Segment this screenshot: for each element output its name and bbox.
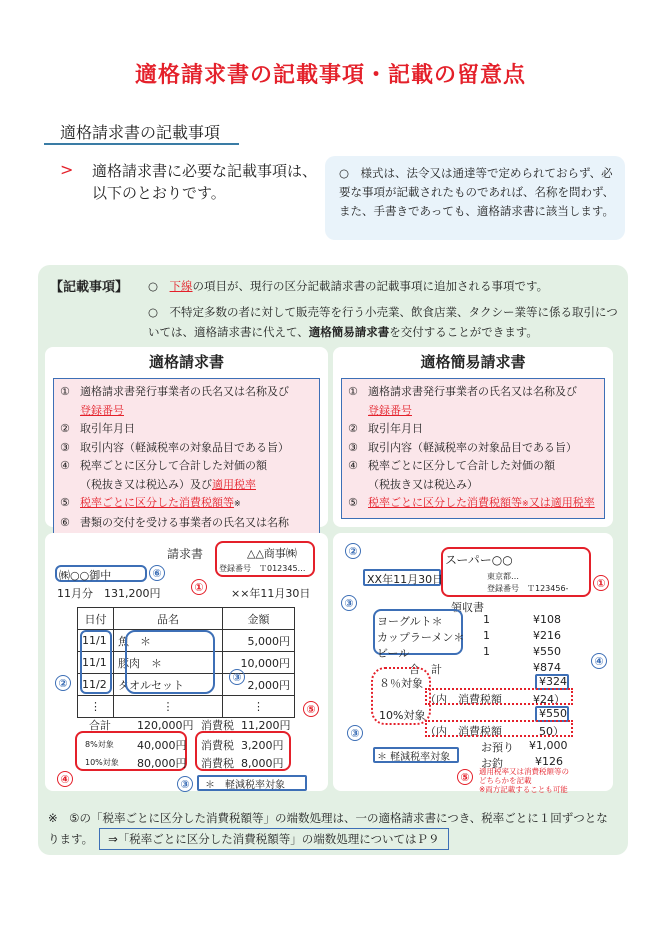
- simplified-invoice-card: [333, 347, 613, 527]
- rule-simplified-invoice: [148, 302, 618, 342]
- tax-total: 11,200円: [241, 719, 291, 732]
- intro-text: 適格請求書に必要な記載事項は、以下のとおりです。: [92, 162, 318, 202]
- total-amount: 120,000円: [137, 719, 194, 732]
- table-header-row: 日付 品名 金額: [78, 608, 295, 630]
- rule-underline-note: [148, 276, 548, 296]
- receipt-registration-number: 登録番号 Ｔ123456-: [487, 584, 569, 593]
- list-item: ② 取引年月日: [348, 422, 423, 435]
- sum-label: 合 計: [409, 663, 442, 676]
- receipt-sample: [333, 533, 613, 794]
- receipt-item-price: ¥216: [533, 629, 561, 642]
- receipt-date: XX年11月30日: [367, 573, 444, 586]
- rule2-text-a: ○ 不特定多数の者に対して販売等を行う小売業、飲食店業、タクシー業等に係る取引については、適格請求書に代えて、: [148, 305, 618, 339]
- receipt-item-name: ビール: [377, 647, 410, 660]
- invoice-items-list: [53, 378, 320, 537]
- paid-amount: ¥1,000: [529, 739, 568, 752]
- tax8-amount: 3,200円: [241, 739, 284, 752]
- receipt-item-name: ヨーグルト＊: [377, 615, 443, 628]
- rule2-text-b: を交付することができます。: [389, 325, 538, 339]
- change-label: お釣: [481, 757, 503, 770]
- receipt-item-qty: 1: [483, 645, 490, 658]
- receipt-reduced-legend: ＊ 軽減税率対象: [377, 752, 451, 763]
- marker-five: ⑤: [457, 769, 473, 785]
- simplified-items-list: [341, 378, 605, 519]
- list-item: ③ 取引内容（軽減税率の対象品目である旨）: [348, 440, 577, 454]
- marker-three: ③: [229, 669, 245, 685]
- list-item: 登録番号: [368, 403, 412, 417]
- tax8-label: 消費税: [201, 739, 234, 752]
- tax10-dotted-box: [425, 720, 573, 737]
- tax10-amount: 8,000円: [241, 757, 284, 770]
- section-divider: [44, 143, 239, 145]
- marker-three: ③: [347, 725, 363, 741]
- receipt-tax8-label: （内 消費税額: [425, 693, 502, 706]
- list-item: ③ 取引内容（軽減税率の対象品目である旨）: [60, 440, 289, 454]
- receipt-tax10-label: （内 消費税額: [425, 725, 502, 738]
- rule1-underlined: 下線: [169, 279, 193, 293]
- billing-period: 11月分 131,200円: [57, 587, 161, 600]
- list-item: ⑥ 書類の交付を受ける事業者の氏名又は名称: [60, 515, 289, 529]
- receipt-tax10: 50）: [539, 725, 564, 738]
- list-item: ④ 税率ごとに区分して合計した対価の額: [348, 459, 555, 472]
- list-item: ⑤ 税率ごとに区分した消費税額等※: [60, 496, 241, 509]
- receipt-item-price: ¥108: [533, 613, 561, 626]
- list-item: ① 適格請求書発行事業者の氏名又は名称及び: [348, 385, 577, 398]
- marker-one: ①: [593, 575, 609, 591]
- receipt-title: 領収書: [451, 601, 484, 614]
- invoice-title: 請求書: [167, 547, 204, 561]
- receipt-rate10-amount: ¥550: [539, 707, 567, 720]
- table-row: 11/1 魚 ＊ 5,000円: [78, 630, 295, 652]
- tax10-label: 消費税: [201, 757, 234, 770]
- rule1-rest: の項目が、現行の区分記載請求書の記載事項に追加される事項です。: [192, 279, 549, 293]
- tax-label: 消費税: [201, 719, 234, 732]
- footnote: [48, 808, 618, 850]
- marker-one: ①: [191, 579, 207, 595]
- invoice-card-title: 適格請求書: [148, 353, 224, 371]
- table-row: 11/1 豚肉 ＊ 10,000円: [78, 652, 295, 674]
- rate8-label: 8%対象: [85, 740, 114, 749]
- table-row: ⋮ ⋮ ⋮: [78, 696, 295, 718]
- store-name: スーパー○○: [445, 553, 513, 567]
- change-amount: ¥126: [535, 755, 563, 768]
- receipt-rate8-label: ８％対象: [379, 677, 423, 690]
- marker-three: ③: [341, 595, 357, 611]
- date-column-box: [80, 630, 112, 694]
- list-item: 登録番号: [80, 403, 124, 417]
- marker-three: ③: [177, 776, 193, 792]
- marker-four: ④: [57, 771, 73, 787]
- rate10-amount: 80,000円: [137, 757, 187, 770]
- rule2-bold: 適格簡易請求書: [308, 325, 390, 339]
- registration-number: 登録番号 Ｔ012345…: [219, 564, 306, 573]
- list-item: ① 適格請求書発行事業者の氏名又は名称及び: [60, 385, 289, 398]
- invoice-date: ××年11月30日: [231, 587, 311, 600]
- rule1-prefix: ○: [148, 279, 170, 293]
- invoice-sample: [45, 533, 328, 791]
- table-row: 11/2 タオルセット 2,000円: [78, 674, 295, 696]
- list-item: （税抜き又は税込み）: [368, 477, 478, 491]
- list-item: ② 取引年月日: [60, 422, 135, 435]
- chevron-right-icon: >: [60, 160, 74, 179]
- receipt-rate10-label: 10%対象: [379, 709, 426, 722]
- reduced-rate-legend: ＊ 軽減税率対象: [205, 780, 285, 791]
- items-label: 【記載事項】: [50, 280, 129, 295]
- section-heading: 適格請求書の記載事項: [60, 123, 221, 142]
- note-box: ○ 様式は、法令又は通達等で定められておらず、必要な事項が記載されたものであれば、名称を問わず、また、手書きであっても、適格請求書に該当します。: [325, 156, 625, 240]
- tax8-dotted-box: [425, 688, 573, 705]
- store-address: 東京都…: [487, 572, 519, 581]
- simplified-card-title: 適格簡易請求書: [420, 353, 526, 371]
- rate10-label: 10%対象: [85, 758, 119, 767]
- marker-five: ⑤: [303, 701, 319, 717]
- invoice-card: [45, 347, 328, 527]
- receipt-item-price: ¥550: [533, 645, 561, 658]
- receipt-tax8: ¥24）: [533, 693, 565, 706]
- issuer-name: △△商事㈱: [247, 547, 297, 560]
- list-item: ④ 税率ごとに区分して合計した対価の額: [60, 459, 267, 472]
- receipt-item-name: カップラーメン＊: [377, 631, 465, 644]
- page-title: 適格請求書の記載事項・記載の留意点: [134, 63, 526, 88]
- marker-four: ④: [591, 653, 607, 669]
- marker-two: ②: [345, 543, 361, 559]
- marker-six: ⑥: [149, 565, 165, 581]
- customer-name: ㈱○○御中: [59, 569, 112, 582]
- list-item: ⑤ 税率ごとに区分した消費税額等※又は適用税率: [348, 496, 595, 509]
- receipt-note: 適用税率又は消費税額等の どちらかを記載 ※両方記載することも可能: [479, 767, 569, 794]
- total-label: 合計: [89, 719, 111, 732]
- receipt-rate8-amount: ¥324: [539, 675, 567, 688]
- paid-label: お預り: [481, 741, 514, 754]
- receipt-item-qty: 1: [483, 629, 490, 642]
- footnote-text: ※ ⑤の「税率ごとに区分した消費税額等」の端数処理は、一の適格請求書につき、税率ごとに１回ずつとなります。: [48, 811, 608, 846]
- reference-link-box[interactable]: ⇒「税率ごとに区分した消費税額等」の端数処理についてはＰ９: [99, 828, 448, 850]
- sum-amount: ¥874: [533, 661, 561, 674]
- rate8-amount: 40,000円: [137, 739, 187, 752]
- list-item: （税抜き又は税込み）及び適用税率: [80, 477, 256, 491]
- marker-two: ②: [55, 675, 71, 691]
- item-column-box: [125, 630, 215, 694]
- receipt-item-qty: 1: [483, 613, 490, 626]
